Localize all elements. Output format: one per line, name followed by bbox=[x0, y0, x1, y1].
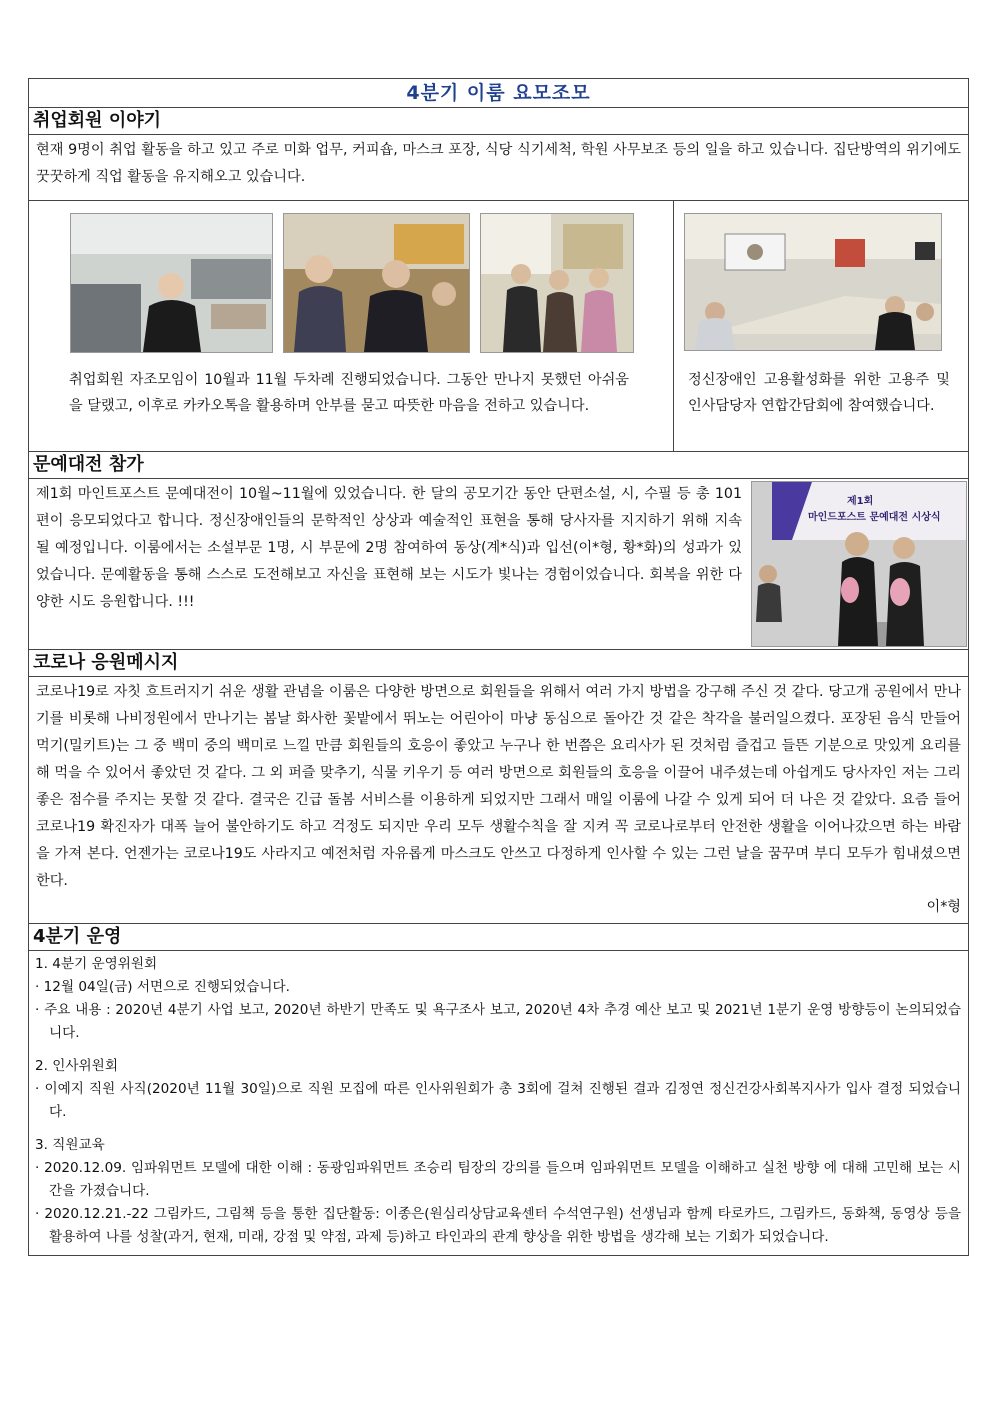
contest-heading: 문예대전 참가 bbox=[29, 452, 968, 479]
self-help-photo-1 bbox=[70, 213, 273, 353]
award-banner-line1: 제1회 bbox=[847, 496, 874, 507]
newsletter-frame bbox=[28, 78, 969, 1256]
operations-training-title: 3. 직원교육 bbox=[35, 1137, 105, 1153]
operations-hr-item: · 이예지 직원 사직(2020년 11월 30일)으로 직원 모집에 따른 인사위원회가 총 3회에 걸쳐 진행된 결과 김정연 정신건강사회복지사가 입사 결정 되었습니다. bbox=[35, 1081, 961, 1120]
operations-training-item: · 2020.12.21.-22 그림카드, 그림책 등을 통한 집단활동: 이종은(원심리상담교육센터 수석연구원) 선생님과 함께 타로카드, 그림카드, 동화책, 동영상 등을 활용하여 나를 성찰(과거, 현재, 미래, 강점 및 약점, 과제 등)하고 타인과의 관계 향상을 위한 방법을 생각해 보는 기회가 되었습니다. bbox=[35, 1206, 961, 1245]
contest-text: 제1회 마인트포스트 문예대전이 10월~11월에 있었습니다. 한 달의 공모기간 동안 단편소설, 시, 수필 등 총 101편이 응모되었다고 합니다. 정신장애인들의 문학적인 상상과 예술적인 표현을 통해 당사자를 지지하기 위해 지속 될 예정입니다. 이룸에서는 소설부문 1명, 시 부문에 2명 참여하여 동상(계*식)과 입선(이*형, 황*화)의 성과가 있었습니다. 문예활동을 통해 스스로 도전해보고 자신을 표현해 보는 시도가 빛나는 경험이었습니다. 회복을 위한 다양한 시도 응원합니다. !!! bbox=[36, 486, 742, 610]
operations-body bbox=[29, 951, 968, 1255]
award-ceremony-photo bbox=[751, 481, 967, 647]
corona-author: 이*형 bbox=[29, 895, 968, 924]
employment-caption-left: 취업회원 자조모임이 10월과 11월 두차례 진행되었습니다. 그동안 만나지 못했던 아쉬움을 달랬고, 이후로 카카오톡을 활용하며 안부를 묻고 따뜻한 마음을 전하고 있습니다. bbox=[69, 372, 629, 414]
operations-committee-item: · 12월 04일(금) 서면으로 진행되었습니다. bbox=[35, 979, 290, 995]
newsletter-title: 4분기 이룸 요모조모 bbox=[29, 79, 968, 108]
employment-heading: 취업회원 이야기 bbox=[29, 108, 968, 135]
employment-caption-right: 정신장애인 고용활성화를 위한 고용주 및 인사담당자 연합간담회에 참여했습니다. bbox=[688, 372, 950, 414]
corona-heading: 코로나 응원메시지 bbox=[29, 650, 968, 677]
operations-committee-title: 1. 4분기 운영위원회 bbox=[35, 956, 158, 972]
self-help-photo-2 bbox=[283, 213, 470, 353]
self-help-photo-3 bbox=[480, 213, 634, 353]
employment-photos-left bbox=[29, 201, 674, 451]
contest-section bbox=[29, 479, 968, 650]
operations-heading: 4분기 운영 bbox=[29, 924, 968, 951]
corona-text: 코로나19로 자칫 흐트러지기 쉬운 생활 관념을 이룸은 다양한 방면으로 회원들을 위해서 여러 가지 방법을 강구해 주신 것 같다. 당고개 공원에서 만나기를 비롯해 나비정원에서 만나기는 봄날 화사한 꽃밭에서 뛰노는 어린아이 마냥 동심으로 돌아간 것 같은 착각을 불러일으켰다. 포장된 음식 만들어 먹기(밀키트)는 그 중 백미 중의 백미로 느낄 만큼 회원들의 호응이 좋았고 누구나 한 번쯤은 요리사가 된 것처럼 즐겁고 들뜬 기분으로 맛있게 요리를 해 먹을 수 있어서 좋았던 것 같다. 그 외 퍼즐 맞추기, 식물 키우기 등 여러 방면으로 회원들의 호응을 이끌어 내주셨는데 아쉽게도 당사자인 저는 그리 좋은 점수를 주지는 못할 것 같다. 결국은 긴급 돌봄 서비스를 이용하게 되었지만 그래서 매일 이룸에 나갈 수 있게 되어 더 나은 것 같았다. 요즘 들어 코로나19 확진자가 대폭 늘어 불안하기도 하고 걱정도 되지만 우리 모두 생활수칙을 잘 지켜 꼭 코로나로부터 안전한 생활을 이어나갔으면 하는 바람을 가져 본다. 언젠가는 코로나19도 사라지고 예전처럼 자유롭게 마스크도 안쓰고 다정하게 인사할 수 있는 그런 날을 꿈꾸며 부디 모두가 힘내셨으면 한다. bbox=[36, 684, 961, 889]
employment-photos-row bbox=[29, 201, 968, 452]
operations-committee-item: · 주요 내용 : 2020년 4분기 사업 보고, 2020년 하반기 만족도 및 욕구조사 보고, 2020년 4차 추경 예산 보고 및 2021년 1분기 운영 방향등이 논의되었습니다. bbox=[35, 1002, 961, 1041]
employment-text: 현재 9명이 취업 활동을 하고 있고 주로 미화 업무, 커피숍, 마스크 포장, 식당 식기세척, 학원 사무보조 등의 일을 하고 있습니다. 집단방역의 위기에도 꿋꿋하게 직업 활동을 유지해오고 있습니다. bbox=[29, 135, 968, 201]
operations-training-item: · 2020.12.09. 임파워먼트 모델에 대한 이해 : 동광임파워먼트 조승리 팀장의 강의를 들으며 임파워먼트 모델을 이해하고 실천 방향 에 대해 고민해 보는 시간을 가졌습니다. bbox=[35, 1160, 961, 1199]
award-banner-line2: 마인드포스트 문예대전 시상식 bbox=[808, 512, 941, 523]
employer-meeting-photo bbox=[684, 213, 942, 351]
employment-photos-right bbox=[674, 201, 968, 451]
operations-hr-title: 2. 인사위원회 bbox=[35, 1058, 118, 1074]
